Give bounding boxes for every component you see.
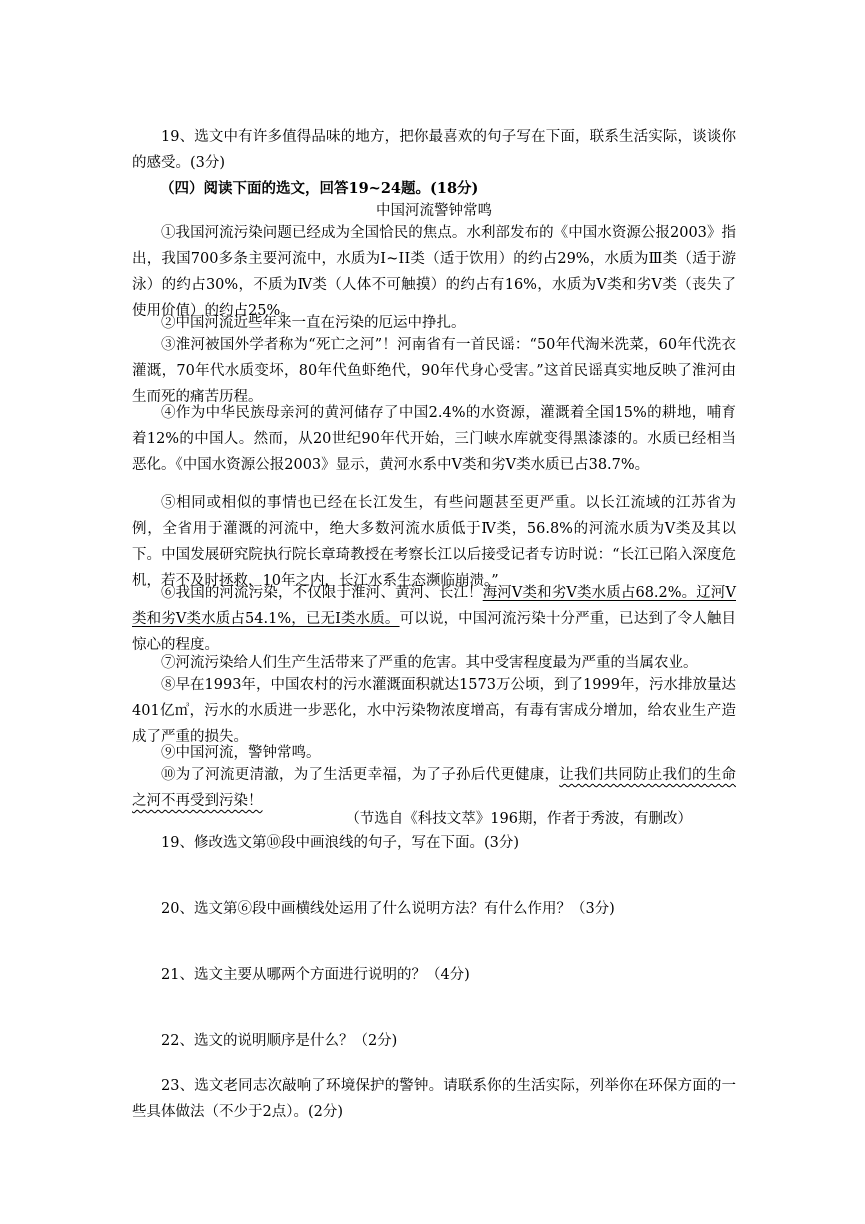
question-20: 20、选文第⑥段中画横线处运用了什么说明方法？有什么作用？（3分) bbox=[161, 901, 615, 917]
paragraph-7: ⑦河流污染给人们生产生活带来了严重的危害。其中受害程度最为严重的当属农业。 bbox=[161, 655, 698, 671]
paragraph-10-lead: ⑩为了河流更清澈，为了生活更幸福，为了子孙后代更健康， bbox=[161, 767, 560, 783]
paragraph-6-underlined: 海河Ⅴ类和劣Ⅴ类水质占68.2%。辽河Ⅴ类和劣Ⅴ类水质占54.1%，已无Ⅰ类水质。 bbox=[132, 585, 736, 627]
question-19: 19、修改选文第⑩段中画浪线的句子，写在下面。(3分) bbox=[161, 835, 519, 851]
paragraph-4: ④作为中华民族母亲河的黄河储存了中国2.4%的水资源，灌溉着全国15%的耕地，哺育着12%的中国人。然而，从20世纪90年代开始，三门峡水库就变得黑漆漆的。水质已经相当恶化。《中国水资源公报2003》显示，黄河水系中Ⅴ类和劣Ⅴ类水质已占38.7%。 bbox=[132, 405, 736, 473]
paragraph-8: ⑧早在1993年，中国农村的污水灌溉面积就达1573万公顷，到了1999年，污水排放量达401亿㎥，污水的水质进一步恶化，水中污染物浓度增高，有毒有害成分增加，给农业生产造成了严重的损失。 bbox=[132, 677, 736, 745]
question-23: 23、选文老同志次敲响了环境保护的警钟。请联系你的生活实际，列举你在环保方面的一些具体做法（不少于2点）。(2分) bbox=[132, 1078, 736, 1120]
paragraph-6-lead: ⑥我国的河流污染，不仅限于淮河、黄河、长江！ bbox=[161, 585, 483, 601]
paragraph-3: ③淮河被国外学者称为“死亡之河”！河南省有一首民谣：“50年代淘米洗菜，60年代洗衣灌溉，70年代水质变坏，80年代鱼虾绝代，90年代身心受害。”这首民谣真实地反映了淮河由生而死的痛苦历程。 bbox=[132, 337, 736, 405]
section-heading: （四）阅读下面的选文，回答19~24题。(18分) bbox=[160, 180, 479, 197]
paragraph-2: ②中国河流近些年来一直在污染的厄运中挣扎。 bbox=[161, 315, 466, 331]
paragraph-6-tail: 可以说，中国河流污染十分严重，已达到了令人触目惊心的程度。 bbox=[132, 611, 736, 653]
question-22: 22、选文的说明顺序是什么？（2分) bbox=[161, 1033, 398, 1049]
question-21: 21、选文主要从哪两个方面进行说明的？（4分) bbox=[161, 967, 470, 983]
paragraph-5: ⑤相同或相似的事情也已经在长江发生，有些问题甚至更严重。以长江流域的江苏省为例，全省用于灌溉的河流中，绝大多数河流水质低于Ⅳ类，56.8%的河流水质为Ⅴ类及其以下。中国发展研究院执行院长章琦教授在考察长江以后接受记者专访时说：“长江已陷入深度危机，若不及时拯救，10年之内，长江水系生态濒临崩溃。” bbox=[132, 495, 736, 589]
paragraph-6 bbox=[132, 580, 736, 658]
article-source: （节选自《科技文萃》196期，作者于秀波，有删改） bbox=[345, 811, 692, 827]
article-title: 中国河流警钟常鸣 bbox=[376, 203, 492, 219]
paragraph-9: ⑨中国河流，警钟常鸣。 bbox=[161, 745, 321, 761]
paragraph-10-wavy: 让我们共同防止我们的生命之河不再受到污染！ bbox=[132, 767, 736, 809]
intro-question: 19、选文中有许多值得品味的地方，把你最喜欢的句子写在下面，联系生活实际，谈谈你的感受。(3分) bbox=[132, 129, 736, 171]
paragraph-1: ①我国河流污染问题已经成为全国恰民的焦点。水利部发布的《中国水资源公报2003》指出，我国700多条主要河流中，水质为Ⅰ~ⅠⅠ类（适于饮用）的约占29%，水质为Ⅲ类（适于游泳）的约占30%，不质为Ⅳ类（人体不可触摸）的约占有16%，水质为Ⅴ类和劣Ⅴ类（丧失了使用价值）的约占25%。 bbox=[132, 225, 736, 319]
